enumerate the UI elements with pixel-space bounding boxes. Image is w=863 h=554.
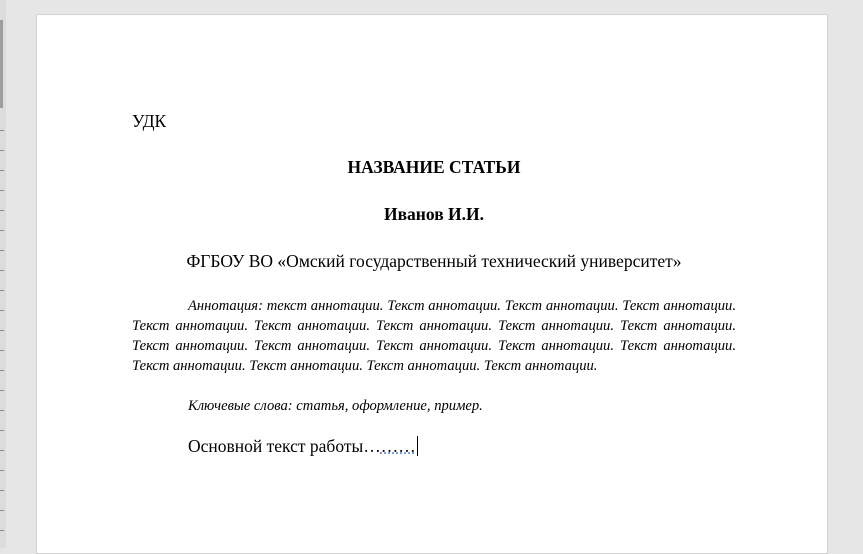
ruler-tick xyxy=(0,230,4,231)
ruler-tick xyxy=(0,430,4,431)
ruler-tick xyxy=(0,390,4,391)
text-cursor xyxy=(417,436,418,456)
body-text-paragraph[interactable] xyxy=(188,436,418,457)
body-text[interactable]: Основной текст работы… xyxy=(188,436,381,456)
vertical-ruler[interactable] xyxy=(0,0,6,548)
article-title[interactable]: НАЗВАНИЕ СТАТЬИ xyxy=(347,157,521,177)
author-name[interactable]: Иванов И.И. xyxy=(383,204,484,224)
ruler-tick xyxy=(0,170,4,171)
ruler-tick xyxy=(0,470,4,471)
keywords-line[interactable]: Ключевые слова: статья, оформление, пример. xyxy=(188,398,483,414)
ruler-margin-shade xyxy=(0,20,3,108)
body-text-tail[interactable]: …… xyxy=(380,436,416,456)
organization-name[interactable]: ФГБОУ ВО «Омский государственный технический университет» xyxy=(186,251,682,271)
udk-label[interactable]: УДК xyxy=(132,111,167,131)
ruler-tick xyxy=(0,530,4,531)
ruler-tick xyxy=(0,190,4,191)
ruler-tick xyxy=(0,130,4,131)
ruler-tick xyxy=(0,510,4,511)
ruler-tick xyxy=(0,310,4,311)
ruler-tick xyxy=(0,450,4,451)
document-page[interactable] xyxy=(36,14,828,554)
ruler-tick xyxy=(0,330,4,331)
ruler-tick xyxy=(0,350,4,351)
ruler-tick xyxy=(0,150,4,151)
ruler-tick xyxy=(0,210,4,211)
ruler-tick xyxy=(0,370,4,371)
abstract-paragraph[interactable]: Аннотация: текст аннотации. Текст аннотации. Текст аннотации. Текст аннотации. Текст аннотации. Текст аннотации. Текст аннотации. Текст аннотации. Текст аннотации. Текст аннотации. Текст аннотации. Текст аннотации. Текст аннотации. Текст аннотации. Текст аннотации. Текст аннотации. Текст аннотации. Текст аннотации. xyxy=(132,298,736,374)
ruler-tick xyxy=(0,410,4,411)
ruler-tick xyxy=(0,270,4,271)
ruler-tick xyxy=(0,490,4,491)
ruler-tick xyxy=(0,290,4,291)
ruler-tick xyxy=(0,250,4,251)
